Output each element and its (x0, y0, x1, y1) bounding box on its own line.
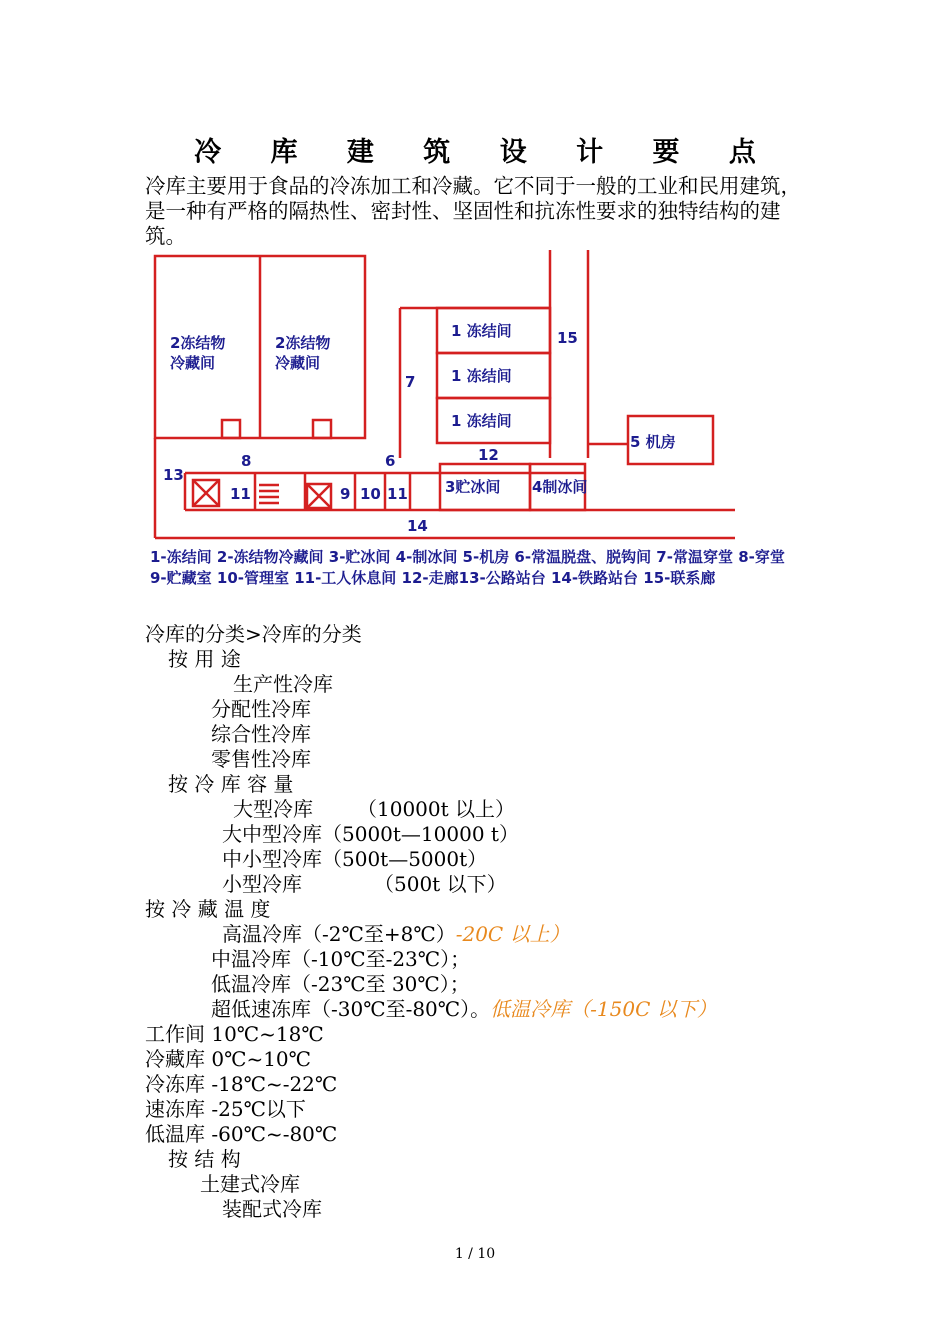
temperature-note: 低温冷库（-150C 以下） (490, 997, 717, 1021)
capacity-range: （500t—5000t） (322, 847, 488, 871)
label-room2a-line2: 冷藏间 (170, 354, 216, 372)
label-freeze1b: 1 冻结间 (451, 367, 512, 385)
label-8: 8 (241, 452, 252, 470)
label-7: 7 (405, 373, 416, 391)
use-item: 综合性冷库 (211, 722, 311, 746)
temperature-text: 高温冷库（-2℃至+8℃） (222, 922, 456, 946)
temperature-text: 中温冷库（-10℃至-23℃）； (211, 947, 471, 971)
capacity-name: 大型冷库 (233, 797, 313, 821)
temperature-note: -20C 以上） (455, 922, 570, 946)
capacity-item (222, 872, 507, 897)
capacity-range: （5000t—10000 t） (322, 822, 519, 846)
use-item: 零售性冷库 (211, 747, 311, 771)
by-capacity-label: 按 冷 库 容 量 (168, 772, 294, 796)
use-item: 生产性冷库 (233, 672, 333, 696)
page-title: 冷 库 建 筑 设 计 要 点 (194, 137, 776, 168)
label-10: 10 (360, 485, 381, 503)
page-number: 1 / 10 (454, 1246, 496, 1262)
temperature-text: 超低速冻库（-30℃至-80℃）。 (211, 997, 491, 1021)
label-11b: 11 (387, 485, 408, 503)
capacity-name: 中小型冷库 (222, 847, 322, 871)
temperature-text: 低温冷库（-23℃至 30℃）； (211, 972, 470, 996)
by-structure-label: 按 结 构 (168, 1147, 241, 1171)
temperature-item (222, 922, 570, 947)
label-icemaking: 4制冰间 (532, 478, 588, 496)
label-room2a-line1: 2冻结物 (170, 334, 226, 352)
label-12: 12 (478, 446, 499, 464)
temp-range-line: 冷藏库 0℃~10℃ (145, 1047, 312, 1071)
label-6: 6 (385, 452, 396, 470)
label-15: 15 (557, 329, 578, 347)
capacity-name: 大中型冷库 (222, 822, 322, 846)
capacity-name: 小型冷库 (222, 872, 302, 896)
temp-range-line: 低温库 -60℃~-80℃ (145, 1122, 338, 1146)
temp-range-line: 冷冻库 -18℃~-22℃ (145, 1072, 338, 1096)
by-use-label: 按 用 途 (168, 647, 241, 671)
label-freeze1c: 1 冻结间 (451, 412, 512, 430)
floor-plan (145, 248, 745, 548)
label-9: 9 (340, 485, 351, 503)
label-14: 14 (407, 517, 428, 535)
temp-range-line: 工作间 10℃~18℃ (145, 1022, 324, 1046)
classification-heading: 冷库的分类>冷库的分类 (145, 622, 362, 646)
structure-item: 装配式冷库 (222, 1197, 322, 1221)
intro-paragraph: 冷库主要用于食品的冷冻加工和冷藏。它不同于一般的工业和民用建筑，是一种有严格的隔热性、密封性、坚固性和抗冻性要求的独特结构的建筑。 (145, 174, 801, 248)
capacity-item (233, 797, 515, 822)
structure-item: 土建式冷库 (200, 1172, 300, 1196)
label-freeze1a: 1 冻结间 (451, 322, 512, 340)
temperature-item (211, 997, 717, 1022)
label-11a: 11 (230, 485, 251, 503)
temperature-item (211, 972, 470, 997)
label-machine: 5 机房 (630, 433, 676, 451)
capacity-range: （10000t 以上） (357, 797, 516, 821)
label-icestore: 3贮冰间 (445, 478, 501, 496)
use-item: 分配性冷库 (211, 697, 311, 721)
label-13: 13 (163, 466, 184, 484)
label-room2b-line2: 冷藏间 (275, 354, 321, 372)
label-room2b-line1: 2冻结物 (275, 334, 331, 352)
capacity-item (222, 822, 519, 847)
plan-legend: 1-冻结间 2-冻结物冷藏间 3-贮冰间 4-制冰间 5-机房 6-常温脱盘、脱钩间 7-常温穿堂 8-穿堂 9-贮藏室 10-管理室 11-工人休息间 12-走廊13-公路站台 14-铁路站台 15-联系廊 (150, 548, 785, 587)
temp-range-line: 速冻库 -25℃以下 (145, 1097, 306, 1121)
temperature-item (211, 947, 470, 972)
by-temperature-label: 按 冷 藏 温 度 (145, 897, 271, 921)
capacity-item (222, 847, 487, 872)
capacity-range: （500t 以下） (374, 872, 507, 896)
